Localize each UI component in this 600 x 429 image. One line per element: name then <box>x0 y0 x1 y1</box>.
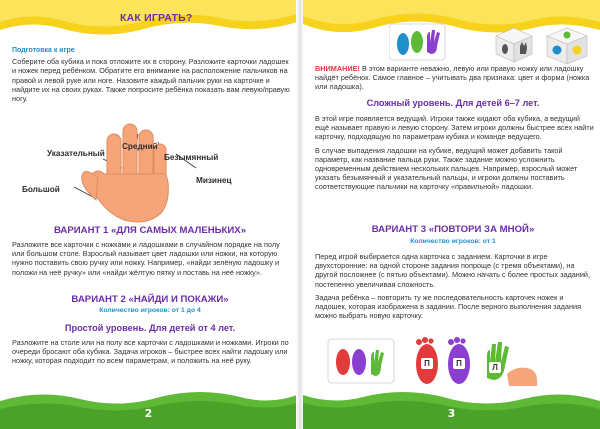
warning-word: ВНИМАНИЕ! <box>315 64 360 73</box>
foot-card-purple <box>445 336 473 386</box>
cards-and-dice-illustration <box>389 20 599 66</box>
page-title: КАК ИГРАТЬ? <box>120 12 193 24</box>
finger-label-pinky: Мизинец <box>196 176 232 185</box>
card-letter: П <box>453 358 465 369</box>
variant2-title: ВАРИАНТ 2 «НАЙДИ И ПОКАЖИ» <box>71 294 229 305</box>
foot-card-red <box>413 336 441 386</box>
variant2-players: Количество игроков: от 1 до 4 <box>99 307 201 314</box>
preparation-label: Подготовка к игре <box>12 47 75 54</box>
easy-level-text: Разложите на столе или на полу все карточки с ладошками и ножками. Игроки по очереди бросают оба кубика. Задача игроков – быстрее всех найти ладошку или ножку, которая подходит по всем параметрам, и положить на неё руку. <box>12 338 289 366</box>
task-card-illustration <box>327 338 395 386</box>
variant3-section <box>315 252 595 322</box>
finger-label-index: Указательный <box>47 149 105 158</box>
warning-text: В этом варианте неважно, левую или правую ножку или ладошку найдёт ребёнок. Самое главное – учитывать два признака: цвет и форма (ножка или ладошка). <box>315 64 590 92</box>
variant1-title: ВАРИАНТ 1 «ДЛЯ САМЫХ МАЛЕНЬКИХ» <box>53 225 247 236</box>
hand-illustration <box>74 116 194 228</box>
variant3-text-2: Задача ребёнка – повторить ту же последовательность карточек ножек и ладошек, которая изображена в задании. После верного выполнения задания можно выбрать новую карточку. <box>315 292 582 321</box>
variant1-text: Разложите все карточки с ножками и ладошками в случайном порядке на полу или большом столе. Взрослый называет цвет ладошки или ножки, на которую нужно поставить свою ручку или ножку. Например, «найди зелёную ладошку и положи на неё ручку» или «найди жёлтую пятку и поставь на неё ножку». <box>12 240 280 277</box>
finger-label-thumb: Большой <box>22 185 60 194</box>
hard-level-section <box>315 114 595 194</box>
left-page <box>0 0 297 429</box>
variant3-players: Количество игроков: от 1 <box>410 238 496 245</box>
finger-label-ring: Безымянный <box>164 153 219 162</box>
page-number: 3 <box>447 407 456 420</box>
page-number: 2 <box>144 407 153 420</box>
easy-level-title: Простой уровень. Для детей от 4 лет. <box>64 323 236 333</box>
card-letter: Л <box>489 362 501 373</box>
hard-level-text-2: В случае выпадения ладошки на кубике, ведущий может добавить такой параметр, как название пальца руки. Также задание можно усложнить одновременным действием нескольких пальцев. Например, взрослый может указать безымянный и указательный пальцы, и игроки должны поставить соответствующие пальчики на карточку «правильной» ладошки. <box>315 145 578 192</box>
hand-card-green <box>479 334 539 386</box>
preparation-text: Соберите оба кубика и пока отложите их в сторону. Разложите карточки ладошек и ножек перед ребёнком. Обратите его внимание на расположение пальчиков на правой и левой руке или ноге. Назовите каждый пальчик руки на карточке и найдите их на своих руках. Также попросите ребёнка показать вам левую/правую ногу. <box>12 57 290 104</box>
variant3-title: ВАРИАНТ 3 «ПОВТОРИ ЗА МНОЙ» <box>371 224 535 235</box>
hard-level-text-1: В этой игре появляется ведущий. Игроки также кидают оба кубика, а ведущий ещё называет правую и левую сторону. Затем игроки должны быстрее всех найти карточку, подходящую по параметрам кубика и команде ведущего. <box>315 114 594 142</box>
variant3-text-1: Перед игрой выбирается одна карточка с заданием. Карточки в игре двухсторонние: на одной стороне задания попроще (с тремя объектами), на другой посложнее (с пятью объектами). Можно начать с более простых заданий, постепенно увеличивая сложность. <box>315 252 591 289</box>
finger-label-middle: Средний <box>122 142 158 151</box>
warning-note <box>315 64 595 92</box>
hard-level-title: Сложный уровень. Для детей 6–7 лет. <box>366 98 540 108</box>
card-letter: П <box>421 358 433 369</box>
right-page <box>303 0 600 429</box>
